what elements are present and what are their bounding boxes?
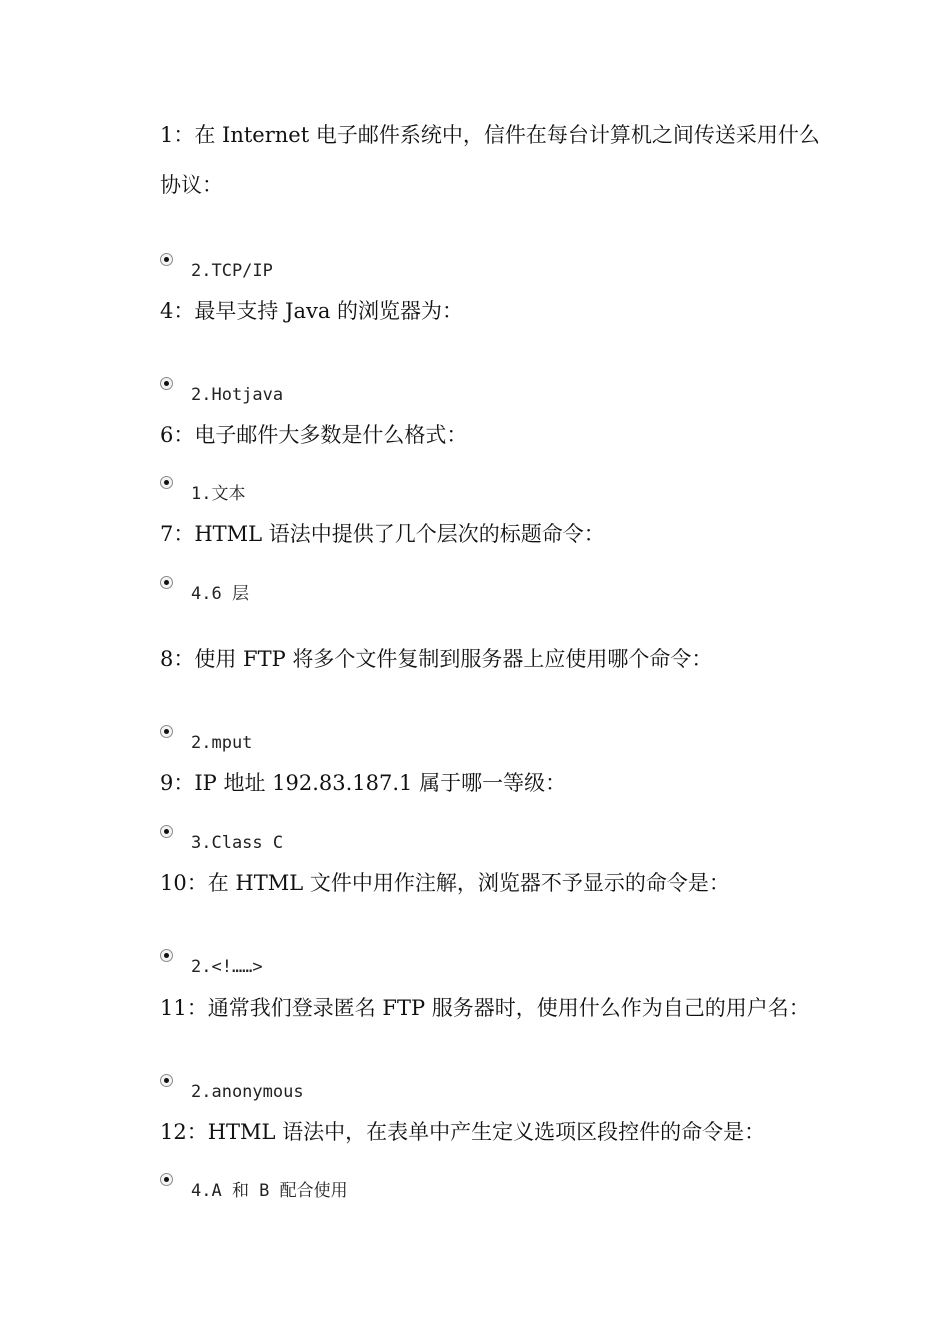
- radio-selected-icon[interactable]: [160, 576, 173, 589]
- question-9: 9：IP 地址 192.83.187.1 属于哪一等级：: [160, 771, 567, 795]
- answer-option-6[interactable]: [160, 476, 245, 506]
- answer-option-1[interactable]: [160, 253, 273, 283]
- radio-selected-icon[interactable]: [160, 725, 173, 738]
- answer-label: 2.anonymous: [191, 1082, 304, 1102]
- answer-option-4[interactable]: [160, 377, 283, 407]
- question-4: 4：最早支持 Java 的浏览器为：: [160, 299, 464, 323]
- answer-option-9[interactable]: [160, 825, 283, 855]
- question-6: 6：电子邮件大多数是什么格式：: [160, 423, 468, 447]
- question-8: 8：使用 FTP 将多个文件复制到服务器上应使用哪个命令：: [160, 647, 713, 671]
- answer-option-8[interactable]: [160, 725, 252, 755]
- answer-label: 3.Class C: [191, 833, 284, 853]
- answer-option-12[interactable]: [160, 1173, 348, 1203]
- answer-label: 2.Hotjava: [191, 385, 284, 405]
- answer-label: 4.6 层: [191, 584, 249, 604]
- question-12: 12：HTML 语法中，在表单中产生定义选项区段控件的命令是：: [160, 1120, 766, 1144]
- answer-label: 1.文本: [191, 484, 246, 504]
- answer-label: 4.A 和 B 配合使用: [191, 1181, 348, 1201]
- answer-label: 2.TCP/IP: [191, 261, 273, 281]
- radio-selected-icon[interactable]: [160, 377, 173, 390]
- radio-selected-icon[interactable]: [160, 1074, 173, 1087]
- radio-selected-icon[interactable]: [160, 1173, 173, 1186]
- question-10: 10：在 HTML 文件中用作注解，浏览器不予显示的命令是：: [160, 871, 730, 895]
- radio-selected-icon[interactable]: [160, 476, 173, 489]
- radio-selected-icon[interactable]: [160, 949, 173, 962]
- answer-option-10[interactable]: [160, 949, 263, 979]
- radio-selected-icon[interactable]: [160, 253, 173, 266]
- question-11: 11：通常我们登录匿名 FTP 服务器时，使用什么作为自己的用户名：: [160, 996, 810, 1020]
- answer-option-11[interactable]: [160, 1074, 304, 1104]
- question-1: 1：在 Internet 电子邮件系统中，信件在每台计算机之间传送采用什么协议：: [160, 123, 820, 197]
- answer-option-7[interactable]: [160, 576, 249, 606]
- answer-label: 2.<!……>: [191, 957, 263, 977]
- answer-label: 2.mput: [191, 733, 253, 753]
- question-7: 7：HTML 语法中提供了几个层次的标题命令：: [160, 522, 605, 546]
- radio-selected-icon[interactable]: [160, 825, 173, 838]
